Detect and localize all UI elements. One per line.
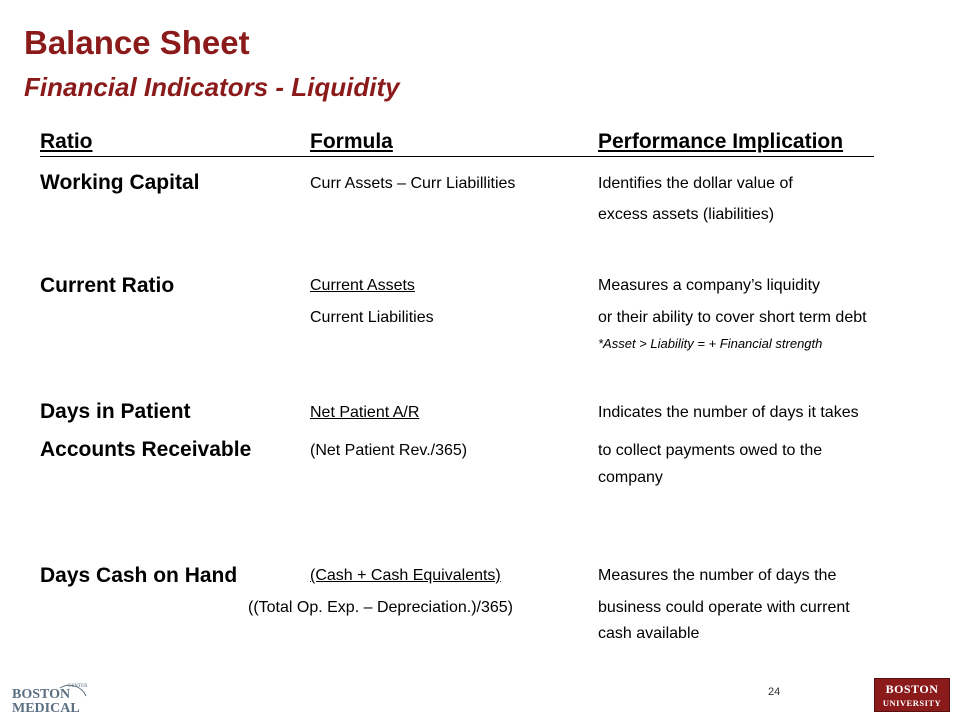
formula-denominator: Current Liabilities: [310, 309, 434, 326]
page-number: 24: [768, 686, 781, 698]
slide-subtitle: Financial Indicators - Liquidity: [24, 72, 400, 102]
ratio-label-days-in-ar-line2: Accounts Receivable: [40, 438, 252, 461]
implication-line: company: [598, 469, 663, 486]
formula-numerator: Current Assets: [310, 277, 415, 294]
svg-text:BOSTON: BOSTON: [12, 687, 71, 702]
header-ratio: Ratio: [40, 130, 93, 153]
implication-line: Measures the number of days the: [598, 567, 837, 584]
formula-denominator: (Net Patient Rev./365): [310, 442, 468, 459]
implication-line: Identifies the dollar value of: [598, 175, 793, 192]
header-formula: Formula: [310, 130, 393, 153]
ratio-label-days-in-ar-line1: Days in Patient: [40, 400, 191, 423]
header-underline: [40, 156, 874, 157]
svg-text:CENTER: CENTER: [68, 684, 88, 689]
formula-working-capital: Curr Assets – Curr Liabillities: [310, 175, 516, 192]
implication-line: excess assets (liabilities): [598, 206, 775, 223]
implication-line: business could operate with current: [598, 599, 850, 616]
implication-line: to collect payments owed to the: [598, 442, 823, 459]
implication-line: cash available: [598, 625, 700, 642]
svg-text:MEDICAL: MEDICAL: [12, 701, 80, 716]
header-implication: Performance Implication: [598, 130, 844, 153]
ratio-label-working-capital: Working Capital: [40, 171, 200, 194]
implication-line: Measures a company’s liquidity: [598, 277, 821, 294]
financial-strength-note: *Asset > Liability = + Financial strength: [598, 336, 823, 351]
boston-medical-center-logo: [10, 676, 90, 716]
ratio-label-days-cash-on-hand: Days Cash on Hand: [40, 564, 238, 587]
implication-line: or their ability to cover short term debt: [598, 309, 867, 326]
formula-numerator: (Cash + Cash Equivalents): [310, 567, 501, 584]
formula-denominator: ((Total Op. Exp. – Depreciation.)/365): [248, 599, 514, 616]
ratio-label-current-ratio: Current Ratio: [40, 274, 175, 297]
boston-university-logo: BOSTON UNIVERSITY: [874, 678, 950, 712]
formula-numerator: Net Patient A/R: [310, 404, 420, 421]
implication-line: Indicates the number of days it takes: [598, 404, 859, 421]
slide-title: Balance Sheet: [24, 24, 250, 61]
